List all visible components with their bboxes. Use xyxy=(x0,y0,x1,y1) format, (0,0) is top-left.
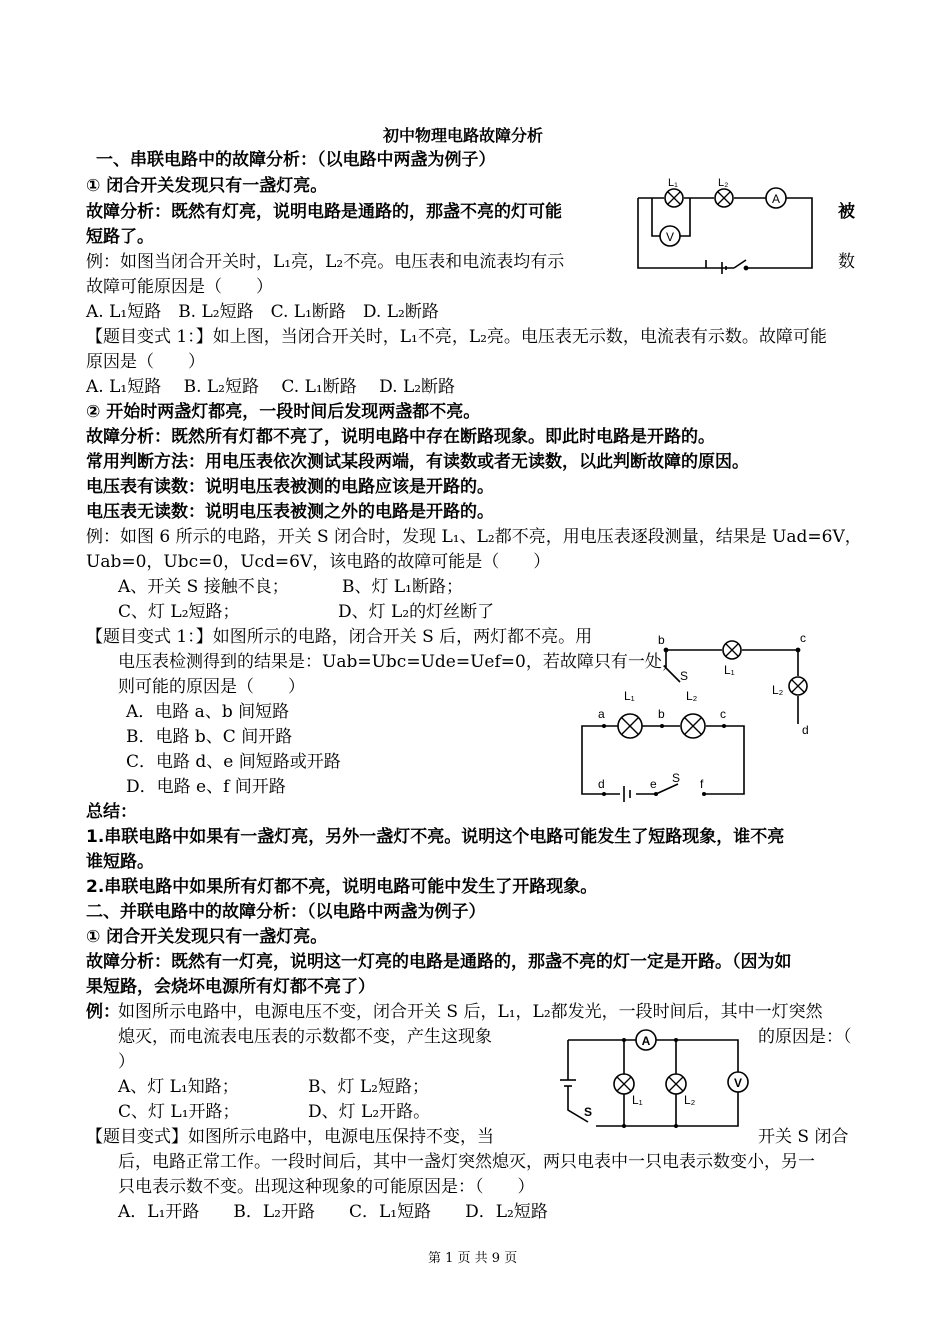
fig3-lamp-l2-icon xyxy=(681,714,705,738)
fig3-label-s: S xyxy=(672,771,681,785)
s2-example: 如图所示电路中，电源电压不变，闭合开关 S 后，L₁，L₂都发光，一段时间后，其中一灯突然 xyxy=(118,1002,823,1022)
fig4-lamp-l2-icon xyxy=(666,1074,686,1094)
svg-text:V: V xyxy=(733,1076,743,1090)
case2-analysis: 故障分析：既然所有灯都不亮了，说明电路中存在断路现象。即此时电路是开路的。 xyxy=(86,427,715,447)
case2-option-c: C、灯 L₂短路； xyxy=(118,602,240,622)
fig3-label-l1: L₁ xyxy=(624,689,635,703)
summary-heading: 总结： xyxy=(86,802,137,822)
svg-text:V: V xyxy=(665,230,675,244)
s2-variant-line3: 只电表示数不变。出现这种现象的可能原因是：（ ） xyxy=(118,1177,535,1197)
section1-heading: 一、串联电路中的故障分析：（以电路中两盏为例子） xyxy=(96,150,496,170)
fig2-label-l2: L₂ xyxy=(772,683,784,697)
lamp-l1-icon xyxy=(665,189,683,207)
case2-example-line2: Uab=0，Ubc=0，Ucd=6V，该电路的故障可能是（ ） xyxy=(86,552,551,572)
s2-variant: 【题目变式】如图所示电路中，电源电压保持不变，当 xyxy=(86,1127,494,1147)
s2-option-b: B、灯 L₂短路； xyxy=(308,1077,430,1097)
fig4-lamp-l1-icon xyxy=(614,1074,634,1094)
summary-point1: 1.串联电路中如果有一盏灯亮，另外一盏灯不亮。说明这个电路可能发生了短路现象，谁不亮 xyxy=(86,827,785,847)
case1-example: 例：如图当闭合开关时，L₁亮，L₂不亮。电压表和电流表均有示 xyxy=(86,252,565,272)
summary-point2: 2.串联电路中如果所有灯都不亮，说明电路可能中发生了开路现象。 xyxy=(86,877,598,897)
parallel-circuit-figure xyxy=(552,1026,758,1136)
case1-analysis-tail: 被 xyxy=(838,202,855,222)
case2-method: 常用判断方法：用电压表依次测试某段两端，有读数或者无读数，以此判断故障的原因。 xyxy=(86,452,749,472)
page-title: 初中物理电路故障分析 xyxy=(383,126,544,145)
s2-variant-line2: 后，电路正常工作。一段时间后，其中一盏灯突然熄灭，两只电表中一只电表示数变小，另一 xyxy=(118,1152,815,1172)
lamp-l2-icon xyxy=(715,189,733,207)
fig4-label-s: S xyxy=(584,1105,593,1119)
case2-no-reading: 电压表无读数：说明电压表被测之外的电路是开路的。 xyxy=(86,502,494,522)
case1-analysis: 故障分析：既然有灯亮，说明电路是通路的，那盏不亮的灯可能 xyxy=(86,202,562,222)
case1-variant-line2: 原因是（ ） xyxy=(86,352,205,372)
s2-case1-analysis: 故障分析：既然有一灯亮，说明这一灯亮的电路是通路的，那盏不亮的灯一定是开路。（因为如 xyxy=(86,952,792,972)
s2-case1-analysis-line2: 果短路，会烧坏电源所有灯都不亮了） xyxy=(86,977,375,997)
s2-option-c: C、灯 L₁开路； xyxy=(118,1102,240,1122)
voltmeter-icon xyxy=(660,226,680,246)
case2-variant-option-b: B．电路 b、C 间开路 xyxy=(126,727,293,747)
section2-heading: 二、并联电路中的故障分析：（以电路中两盏为例子） xyxy=(86,902,486,922)
case1-example-tail: 数 xyxy=(838,252,855,272)
series-circuit-figure-1 xyxy=(628,178,828,278)
s2-option-d: D、灯 L₂开路。 xyxy=(308,1102,431,1122)
case2-variant-option-c: C．电路 d、e 间短路或开路 xyxy=(126,752,341,772)
ammeter-icon xyxy=(766,188,786,208)
case2-variant-line3: 则可能的原因是（ ） xyxy=(118,677,305,697)
fig1-label-l2: L₂ xyxy=(718,178,729,189)
case2-variant-line2: 电压表检测得到的结果是：Uab=Ubc=Ude=Uef=0，若故障只有一处， xyxy=(118,652,679,672)
case2-option-d: D、灯 L₂的灯丝断了 xyxy=(338,602,495,622)
case1-example-line2: 故障可能原因是（ ） xyxy=(86,277,273,297)
fig3-label-l2: L₂ xyxy=(686,689,698,703)
case2-option-a: A、开关 S 接触不良； xyxy=(118,577,289,597)
case2-variant-option-a: A．电路 a、b 间短路 xyxy=(126,702,290,722)
fig1-label-l1: L₁ xyxy=(668,178,678,189)
case2-variant-option-d: D．电路 e、f 间开路 xyxy=(126,777,286,797)
fig3-label-e: e xyxy=(650,777,657,791)
case2-variant: 【题目变式 1：】如图所示的电路，闭合开关 S 后，两灯都不亮。用 xyxy=(86,627,593,647)
fig3-label-d: d xyxy=(598,777,605,791)
fig2-label-l1: L₁ xyxy=(724,663,735,677)
s2-example-label: 例： xyxy=(86,1002,120,1022)
fig4-label-l1: L₁ xyxy=(632,1093,643,1107)
case2-has-reading: 电压表有读数：说明电压表被测的电路应该是开路的。 xyxy=(86,477,494,497)
s2-option-a: A、灯 L₁知路； xyxy=(118,1077,239,1097)
fig3-label-b: b xyxy=(658,707,665,721)
s2-example-line3: ） xyxy=(118,1052,135,1072)
fig2-lamp-l2-icon xyxy=(789,677,807,695)
case1-options: A. L₁短路 B. L₂短路 C. L₁断路 D. L₂断路 xyxy=(86,302,439,322)
fig3-label-c: c xyxy=(720,707,726,721)
case2-option-b: B、灯 L₁断路； xyxy=(342,577,464,597)
page-footer: 第 1 页 共 9 页 xyxy=(428,1251,518,1266)
s2-example-line2: 熄灭，而电流表电压表的示数都不变，产生这现象 xyxy=(118,1027,492,1047)
s2-variant-options: A．L₁开路 B．L₂开路 C．L₁短路 D．L₂短路 xyxy=(118,1202,548,1222)
fig4-ammeter-icon xyxy=(636,1030,656,1050)
case1-analysis-line2: 短路了。 xyxy=(86,227,154,247)
case1-variant: 【题目变式 1：】如上图，当闭合开关时，L₁不亮，L₂亮。电压表无示数，电流表有示数。故障可能 xyxy=(86,327,827,347)
fig4-label-l2: L₂ xyxy=(684,1093,696,1107)
svg-text:A: A xyxy=(771,192,781,206)
case2-example: 例：如图 6 所示的电路，开关 S 闭合时，发现 L₁、L₂都不亮，用电压表逐段测量，结果是 Uad=6V， xyxy=(86,527,862,547)
series-circuit-figure-3 xyxy=(576,682,756,804)
fig3-label-a: a xyxy=(598,707,605,721)
s2-variant-tail: 开关 S 闭合 xyxy=(758,1127,849,1147)
fig2-label-b: b xyxy=(658,633,665,647)
fig2-label-c: c xyxy=(800,631,806,645)
case2-heading: ② 开始时两盏灯都亮，一段时间后发现两盏都不亮。 xyxy=(86,402,481,422)
fig2-label-d: d xyxy=(802,723,809,737)
fig3-lamp-l1-icon xyxy=(618,714,642,738)
svg-text:A: A xyxy=(641,1034,651,1048)
fig2-lamp-l1-icon xyxy=(723,641,741,659)
case1-variant-options: A. L₁短路 B. L₂短路 C. L₁断路 D. L₂断路 xyxy=(86,377,456,397)
fig3-label-f: f xyxy=(700,777,704,791)
s2-case1-heading: ① 闭合开关发现只有一盏灯亮。 xyxy=(86,927,328,947)
fig2-label-s: S xyxy=(680,669,689,683)
summary-point1-line2: 谁短路。 xyxy=(86,852,154,872)
fig4-voltmeter-icon xyxy=(728,1072,748,1092)
s2-example-line2-tail: 的原因是：（ xyxy=(758,1027,852,1047)
case1-heading: ① 闭合开关发现只有一盏灯亮。 xyxy=(86,176,328,196)
